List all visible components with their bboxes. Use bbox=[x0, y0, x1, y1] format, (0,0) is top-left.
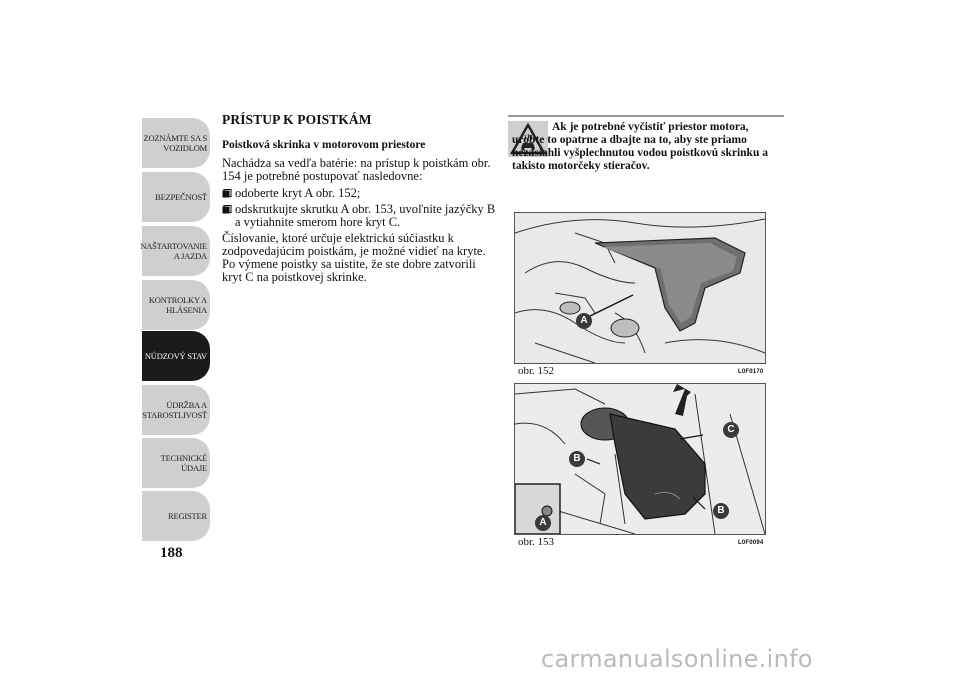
figure-153-code: L0F0094 bbox=[738, 540, 764, 546]
figure-152-code: L0F0170 bbox=[738, 369, 764, 375]
label-b: B bbox=[569, 451, 585, 467]
list-item bbox=[222, 187, 497, 200]
checkbox-bullet-icon bbox=[222, 205, 233, 215]
label-a: A bbox=[535, 515, 551, 531]
list-item bbox=[222, 203, 497, 229]
warning-text: Ak je potrebné vyčistiť priestor motora, urobte to opatrne a dbajte na to, aby ste priamo nezasiahli vyšplechnutou vodou poistkovú skrinku a takisto motorčeky stieračov. bbox=[512, 121, 768, 172]
tab-technicke-udaje[interactable]: TECHNICKÉ ÚDAJE bbox=[142, 438, 210, 488]
tab-zoznamte-sa-s-vozidlom[interactable]: ZOZNÁMTE SA S VOZIDLOM bbox=[142, 118, 210, 168]
page-number: 188 bbox=[160, 545, 183, 561]
tab-nastartovanie-a-jazda[interactable]: NAŠTARTOVANIE A JAZDA bbox=[142, 226, 210, 276]
label-c: C bbox=[723, 422, 739, 438]
section-subtitle: Poistková skrinka v motorovom priestore bbox=[222, 139, 426, 151]
label-a: A bbox=[576, 313, 592, 329]
page-title: PRÍSTUP K POISTKÁM bbox=[222, 112, 372, 127]
note-paragraph: Číslovanie, ktoré určuje elektrickú súčiastku k zodpovedajúcim poistkám, je možné vidieť na kryte. Po výmene poistky sa uistite, že ste dobre zatvorili kryt C na poistkovej skrinke. bbox=[222, 231, 486, 284]
checkbox-bullet-icon bbox=[222, 189, 233, 199]
tab-nudzovy-stav[interactable]: NÚDZOVÝ STAV bbox=[142, 331, 210, 381]
figure-153-caption: obr. 153 bbox=[518, 536, 555, 548]
intro-paragraph: Nachádza sa vedľa batérie: na prístup k poistkám obr. 154 je potrebné postupovať nasledovne: bbox=[222, 156, 491, 183]
tab-register[interactable]: REGISTER bbox=[142, 491, 210, 541]
figure-152-image bbox=[514, 212, 766, 364]
warning-rule bbox=[508, 115, 784, 117]
step-text: odskrutkujte skrutku A obr. 153, uvoľnite jazýčky B a vytiahnite smerom hore kryt C. bbox=[235, 202, 496, 229]
main-text bbox=[222, 112, 497, 288]
tab-udrzba-a-starostlivost[interactable]: ÚDRŽBA A STAROSTLIVOSŤ bbox=[142, 385, 210, 435]
step-text: odoberte kryt A obr. 152; bbox=[235, 186, 361, 200]
figure-152-caption: obr. 152 bbox=[518, 365, 555, 377]
tab-bezpecnost[interactable]: BEZPEČNOSŤ bbox=[142, 172, 210, 222]
watermark: carmanualsonline.info bbox=[541, 645, 813, 673]
label-b: B bbox=[713, 503, 729, 519]
tab-kontrolky-a-hlasenia[interactable]: KONTROLKY A HLÁSENIA bbox=[142, 280, 210, 330]
